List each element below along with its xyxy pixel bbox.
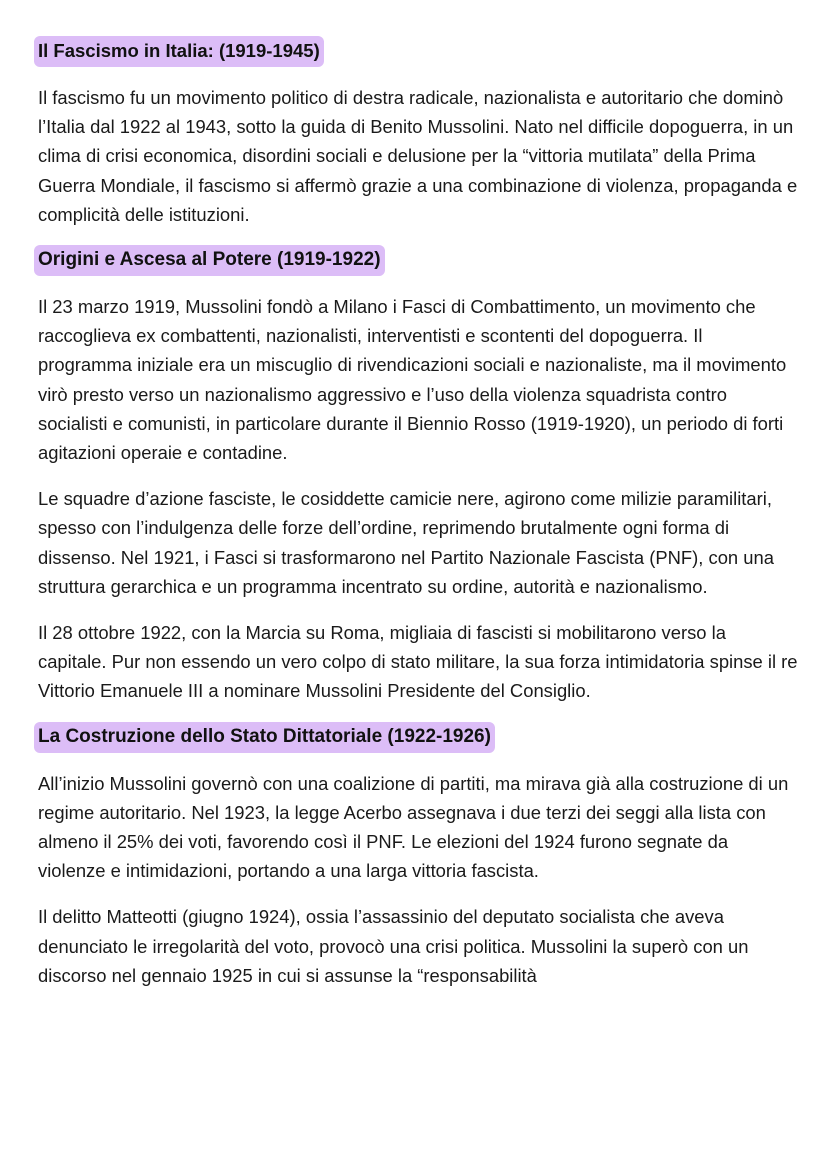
paragraph-origini-3: Il 28 ottobre 1922, con la Marcia su Roma, migliaia di fascisti si mobilitarono verso la capitale. Pur non essendo un vero colpo di stato militare, la sua forza intimidatoria spinse il re Vittorio Emanuele III a nominare Mussolini Presidente del Consiglio. bbox=[38, 622, 798, 702]
paragraph-costruzione-2: Il delitto Matteotti (giugno 1924), ossia l’assassinio del deputato socialista che aveva denunciato le irregolarità del voto, provocò una crisi politica. Mussolini la superò con un discorso nel gennaio 1925 in cui si assunse la “responsabilità bbox=[38, 906, 749, 986]
paragraph-origini-1: Il 23 marzo 1919, Mussolini fondò a Milano i Fasci di Combattimento, un movimento che raccoglieva ex combattenti, nazionalisti, interventisti e scontenti del dopoguerra. Il programma iniziale era un miscuglio di rivendicazioni sociali e nazionaliste, ma il movimento virò presto verso un nazionalismo aggressivo e l’uso della violenza squadrista contro socialisti e comunisti, in particolare durante il Biennio Rosso (1919-1920), un periodo di forti agitazioni operaie e contadine. bbox=[38, 296, 787, 464]
section-heading-costruzione: La Costruzione dello Stato Dittatoriale (1922-1926) bbox=[34, 722, 495, 753]
paragraph-origini-2: Le squadre d’azione fasciste, le cosiddette camicie nere, agirono come milizie paramilitari, spesso con l’indulgenza delle forze dell’ordine, reprimendo brutalmente ogni forma di dissenso. Nel 1921, i Fasci si trasformarono nel Partito Nazionale Fascista (PNF), con una struttura gerarchica e un programma incentrato su ordine, autorità e nazionalismo. bbox=[38, 488, 774, 597]
section-heading-origini: Origini e Ascesa al Potere (1919-1922) bbox=[34, 245, 385, 276]
section-heading-fascismo: Il Fascismo in Italia: (1919-1945) bbox=[34, 36, 324, 67]
paragraph-costruzione-1: All’inizio Mussolini governò con una coalizione di partiti, ma mirava già alla costruzione di un regime autoritario. Nel 1923, la legge Acerbo assegnava i due terzi dei seggi alla lista con almeno il 25% dei voti, favorendo così il PNF. Le elezioni del 1924 furono segnate da violenze e intimidazioni, portando a una larga vittoria fascista. bbox=[38, 772, 789, 882]
document-page bbox=[38, 36, 798, 990]
paragraph-intro: Il fascismo fu un movimento politico di destra radicale, nazionalista e autoritario che dominò l’Italia dal 1922 al 1943, sotto la guida di Benito Mussolini. Nato nel difficile dopoguerra, in un clima di crisi economica, disordini sociali e delusione per la “vittoria mutilata” della Prima Guerra Mondiale, il fascismo si affermò grazie a una combinazione di violenza, propaganda e complicità delle istituzioni. bbox=[38, 87, 798, 225]
